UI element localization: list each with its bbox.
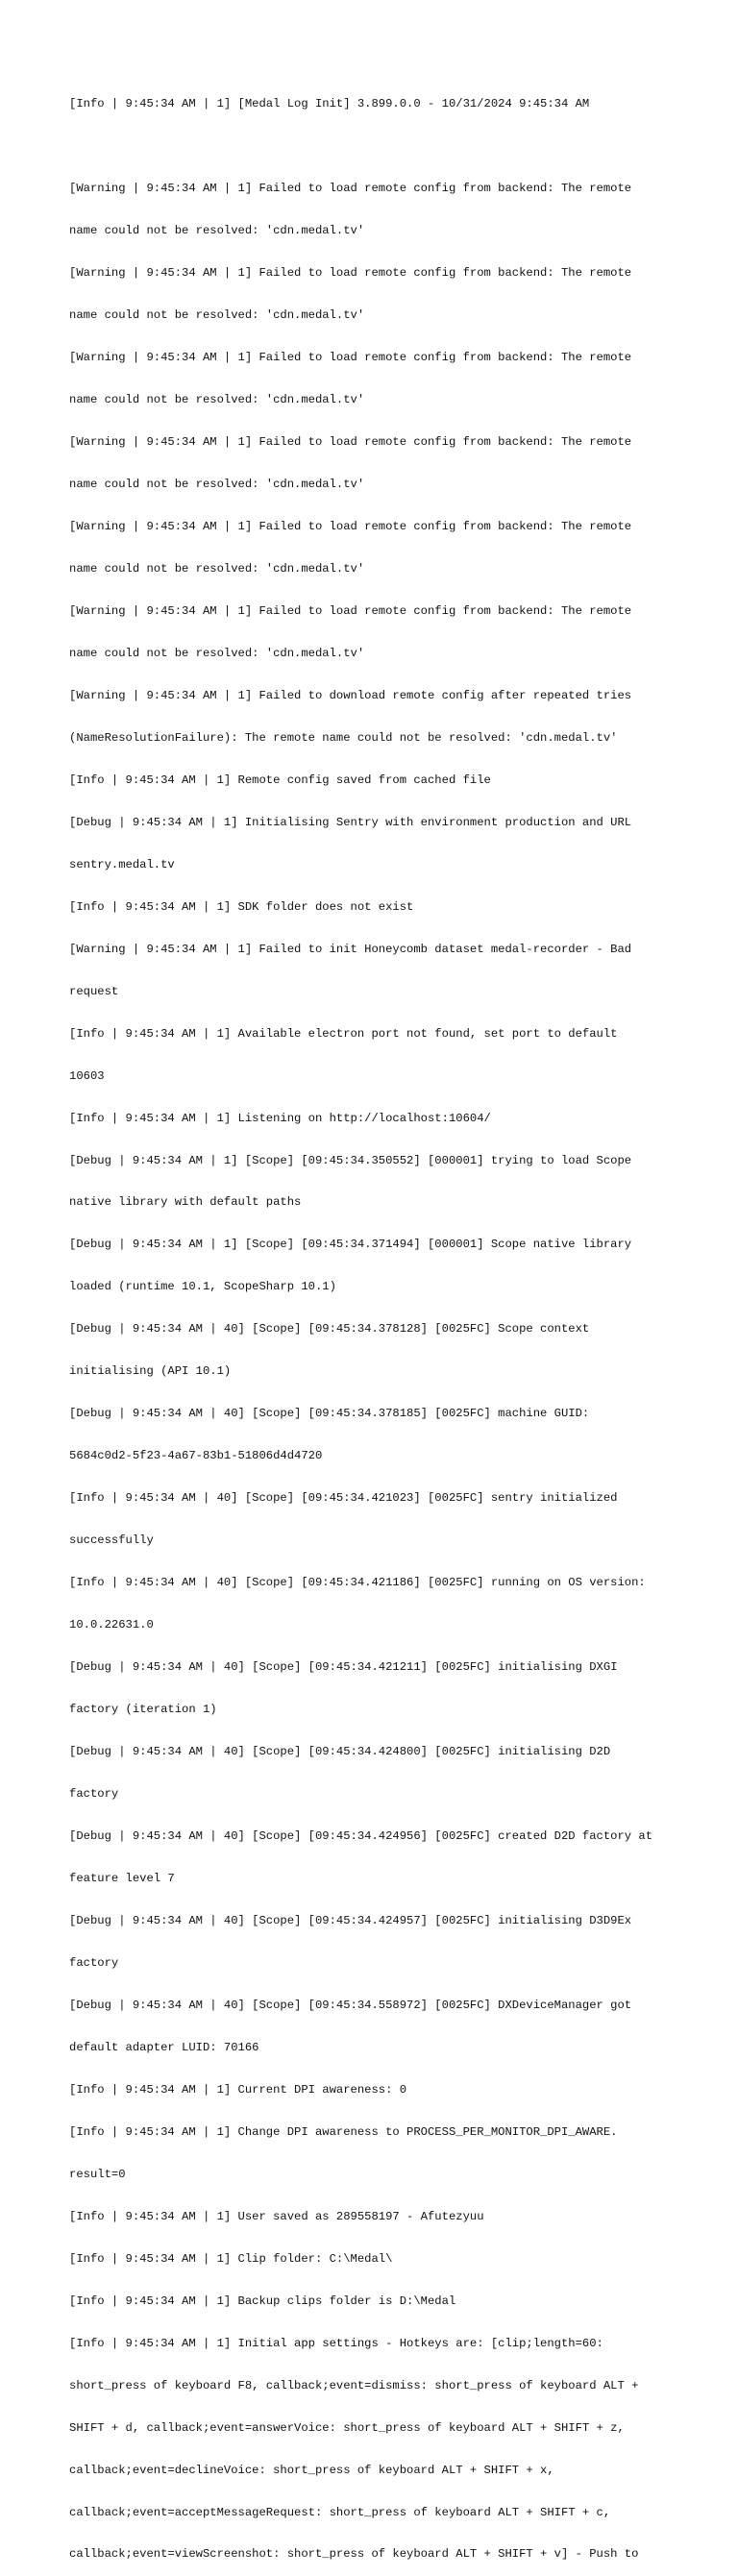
log-line: SHIFT + d, callback;event=answerVoice: short_press of keyboard ALT + SHIFT + z, [69,2420,625,2435]
log-line: [Info | 9:45:34 AM | 40] [Scope] [09:45:34.421023] [0025FC] sentry initialized [69,1491,618,1506]
log-line: [Info | 9:45:34 AM | 1] Listening on http://localhost:10604/ [69,1111,491,1125]
log-line: [Warning | 9:45:34 AM | 1] Failed to load remote config from backend: The remote [69,266,632,281]
log-line: factory (iteration 1) [69,1703,217,1717]
log-line: name could not be resolved: 'cdn.medal.tv' [69,561,365,576]
log-line: [Warning | 9:45:34 AM | 1] Failed to load remote config from backend: The remote [69,519,632,533]
log-line: [Warning | 9:45:34 AM | 1] Failed to init Honeycomb dataset medal-recorder - Bad [69,942,632,956]
log-line: initialising (API 10.1) [69,1364,232,1379]
log-line: [Warning | 9:45:34 AM | 1] Failed to load remote config from backend: The remote [69,435,632,450]
log-line: [Debug | 9:45:34 AM | 1] [Scope] [09:45:34.350552] [000001] trying to load Scope [69,1153,632,1167]
log-line: callback;event=declineVoice: short_press of keyboard ALT + SHIFT + x, [69,2463,554,2477]
log-line: callback;event=acceptMessageRequest: short_press of keyboard ALT + SHIFT + c, [69,2505,611,2519]
log-line: 10.0.22631.0 [69,1618,154,1632]
log-line: name could not be resolved: 'cdn.medal.tv' [69,224,365,238]
log-line: [Debug | 9:45:34 AM | 40] [Scope] [09:45:34.421211] [0025FC] initialising DXGI [69,1660,618,1675]
log-line: default adapter LUID: 70166 [69,2040,259,2054]
log-line: name could not be resolved: 'cdn.medal.tv' [69,646,365,660]
log-line: [Info | 9:45:34 AM | 1] Current DPI awareness: 0 [69,2082,407,2097]
log-document [69,69,675,2576]
log-line: [Warning | 9:45:34 AM | 1] Failed to download remote config after repeated tries [69,688,632,702]
log-line: [Info | 9:45:34 AM | 1] Initial app settings - Hotkeys are: [clip;length=60: [69,2336,603,2350]
log-line: [Warning | 9:45:34 AM | 1] Failed to load remote config from backend: The remote [69,182,632,196]
log-line: (NameResolutionFailure): The remote name could not be resolved: 'cdn.medal.tv' [69,730,618,745]
log-line: name could not be resolved: 'cdn.medal.tv' [69,393,365,407]
log-line: sentry.medal.tv [69,857,175,871]
log-line: [Info | 9:45:34 AM | 1] User saved as 289558197 - Afutezyuu [69,2209,484,2223]
log-line: factory [69,1787,119,1802]
log-line: native library with default paths [69,1195,302,1210]
log-line: [Debug | 9:45:34 AM | 1] Initialising Sentry with environment production and URL [69,815,632,829]
log-line: short_press of keyboard F8, callback;event=dismiss: short_press of keyboard ALT + [69,2378,639,2392]
log-line: request [69,984,119,998]
log-line: [Warning | 9:45:34 AM | 1] Failed to load remote config from backend: The remote [69,351,632,365]
log-line: name could not be resolved: 'cdn.medal.tv' [69,308,365,323]
log-line: [Info | 9:45:34 AM | 1] Clip folder: C:\Medal\ [69,2251,393,2266]
log-line: [Debug | 9:45:34 AM | 1] [Scope] [09:45:34.371494] [000001] Scope native library [69,1238,632,1252]
log-line: [Info | 9:45:34 AM | 1] Remote config saved from cached file [69,773,491,787]
log-line: factory [69,1955,119,1970]
log-line: callback;event=viewScreenshot: short_press of keyboard ALT + SHIFT + v] - Push to [69,2547,639,2562]
log-line: feature level 7 [69,1871,175,1885]
log-line: [Debug | 9:45:34 AM | 40] [Scope] [09:45:34.424957] [0025FC] initialising D3D9Ex [69,1913,632,1927]
log-line: [Debug | 9:45:34 AM | 40] [Scope] [09:45:34.378128] [0025FC] Scope context [69,1322,590,1337]
log-line: [Info | 9:45:34 AM | 1] SDK folder does not exist [69,899,414,914]
log-line: [Debug | 9:45:34 AM | 40] [Scope] [09:45:34.424800] [0025FC] initialising D2D [69,1745,611,1759]
log-line: [Debug | 9:45:34 AM | 40] [Scope] [09:45:34.424956] [0025FC] created D2D factory at [69,1829,653,1844]
log-line: 5684c0d2-5f23-4a67-83b1-51806d4d4720 [69,1449,323,1463]
log-line: [Debug | 9:45:34 AM | 40] [Scope] [09:45:34.558972] [0025FC] DXDeviceManager got [69,1998,632,2012]
log-line: loaded (runtime 10.1, ScopeSharp 10.1) [69,1280,336,1294]
log-line: [Info | 9:45:34 AM | 1] Change DPI awareness to PROCESS_PER_MONITOR_DPI_AWARE. [69,2124,618,2139]
log-line: successfully [69,1533,154,1548]
log-line: [Info | 9:45:34 AM | 1] [Medal Log Init] 3.899.0.0 - 10/31/2024 9:45:34 AM [69,97,590,111]
log-line: [Info | 9:45:34 AM | 1] Available electron port not found, set port to default [69,1026,618,1041]
log-line [69,139,675,154]
log-line: [Warning | 9:45:34 AM | 1] Failed to load remote config from backend: The remote [69,603,632,618]
log-line: [Info | 9:45:34 AM | 40] [Scope] [09:45:34.421186] [0025FC] running on OS version: [69,1576,646,1590]
log-line: name could not be resolved: 'cdn.medal.tv' [69,478,365,492]
log-line: 10603 [69,1068,105,1083]
log-line: result=0 [69,2167,126,2181]
log-line: [Debug | 9:45:34 AM | 40] [Scope] [09:45:34.378185] [0025FC] machine GUID: [69,1407,590,1421]
log-line: [Info | 9:45:34 AM | 1] Backup clips folder is D:\Medal [69,2294,456,2308]
